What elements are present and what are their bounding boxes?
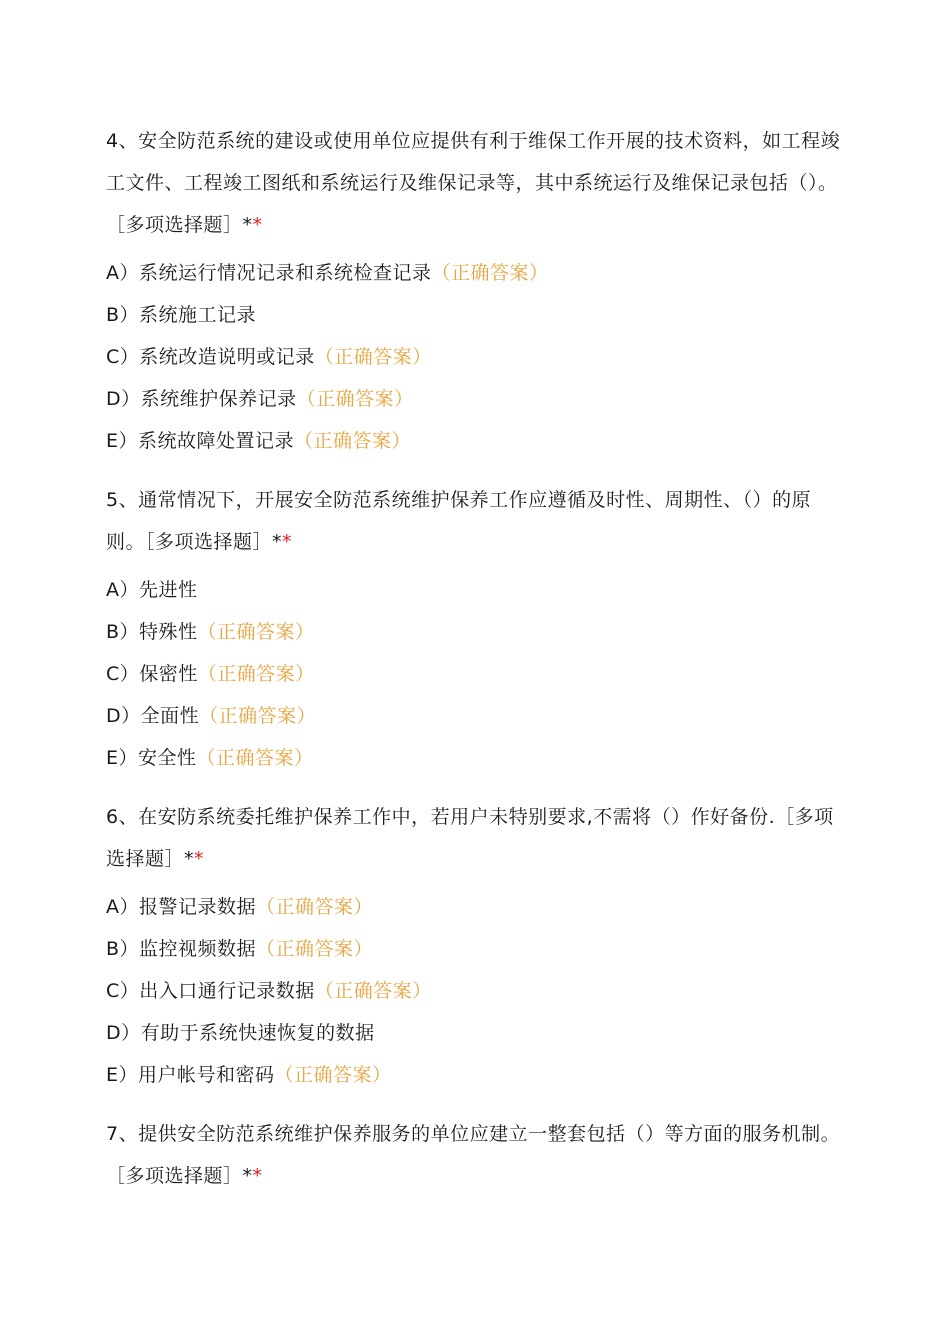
option-label: A）报警记录数据 — [106, 896, 256, 918]
option-label: E）用户帐号和密码 — [106, 1064, 275, 1086]
correct-answer-mark: （正确答案） — [296, 388, 414, 410]
question-text: 6、在安防系统委托维护保养工作中，若用户未特别要求,不需将（）作好备份.［多项选择题］* — [106, 806, 834, 870]
question-text: 5、通常情况下，开展安全防范系统维护保养工作应遵循及时性、周期性、（）的原则。［多项选择题］* — [106, 489, 812, 553]
option-4e — [106, 426, 841, 456]
option-label: A）先进性 — [106, 579, 198, 601]
question-6 — [106, 796, 841, 880]
question-4 — [106, 120, 841, 246]
option-5b — [106, 617, 841, 647]
option-6b — [106, 934, 841, 964]
correct-answer-mark: （正确答案） — [256, 938, 374, 960]
option-label: B）系统施工记录 — [106, 304, 257, 326]
option-label: A）系统运行情况记录和系统检查记录 — [106, 262, 432, 284]
required-mark: * — [252, 1165, 263, 1187]
option-6e — [106, 1060, 841, 1090]
option-5d — [106, 701, 841, 731]
option-label: D）有助于系统快速恢复的数据 — [106, 1022, 375, 1044]
option-5e — [106, 743, 841, 773]
option-label: D）全面性 — [106, 705, 200, 727]
option-label: C）保密性 — [106, 663, 198, 685]
correct-answer-mark: （正确答案） — [197, 663, 315, 685]
correct-answer-mark: （正确答案） — [314, 346, 432, 368]
correct-answer-mark: （正确答案） — [274, 1064, 392, 1086]
option-label: C）出入口通行记录数据 — [106, 980, 315, 1002]
required-mark: * — [194, 848, 205, 870]
option-4c — [106, 342, 841, 372]
option-4a — [106, 258, 841, 288]
required-mark: * — [282, 531, 293, 553]
option-label: E）安全性 — [106, 747, 197, 769]
correct-answer-mark: （正确答案） — [294, 430, 412, 452]
correct-answer-mark: （正确答案） — [256, 896, 374, 918]
correct-answer-mark: （正确答案） — [196, 747, 314, 769]
option-6c — [106, 976, 841, 1006]
option-label: B）特殊性 — [106, 621, 198, 643]
required-mark: * — [252, 214, 263, 236]
question-5 — [106, 479, 841, 563]
option-5c — [106, 659, 841, 689]
correct-answer-mark: （正确答案） — [197, 621, 315, 643]
option-4d — [106, 384, 841, 414]
option-4b — [106, 300, 841, 330]
option-label: C）系统改造说明或记录 — [106, 346, 315, 368]
option-label: B）监控视频数据 — [106, 938, 257, 960]
question-text: 4、安全防范系统的建设或使用单位应提供有利于维保工作开展的技术资料，如工程竣工文件、工程竣工图纸和系统运行及维保记录等，其中系统运行及维保记录包括（）。［多项选择题］* — [106, 130, 841, 236]
option-6d — [106, 1018, 841, 1048]
question-text: 7、提供安全防范系统维护保养服务的单位应建立一整套包括（）等方面的服务机制。［多项选择题］* — [106, 1123, 841, 1187]
correct-answer-mark: （正确答案） — [431, 262, 549, 284]
question-7 — [106, 1113, 841, 1197]
option-label: D）系统维护保养记录 — [106, 388, 297, 410]
option-5a — [106, 575, 841, 605]
option-6a — [106, 892, 841, 922]
correct-answer-mark: （正确答案） — [199, 705, 317, 727]
option-label: E）系统故障处置记录 — [106, 430, 295, 452]
correct-answer-mark: （正确答案） — [314, 980, 432, 1002]
